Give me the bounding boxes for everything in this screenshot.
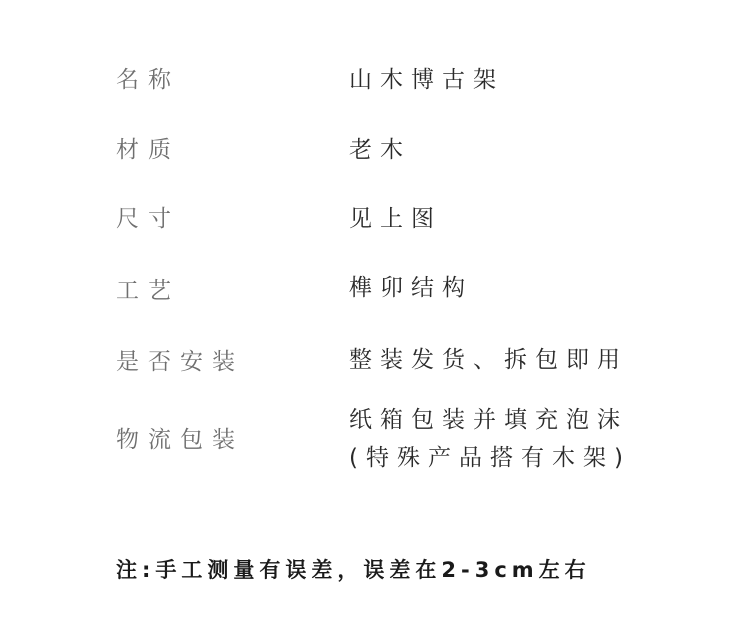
- spec-value-name: 山木博古架: [349, 67, 504, 93]
- packaging-line-1: 纸箱包装并填充泡沫: [349, 407, 628, 433]
- spec-value-craft: 榫卯结构: [349, 275, 473, 301]
- spec-value-packaging: [349, 406, 631, 472]
- spec-label-assembly: 是否安装: [116, 349, 244, 375]
- packaging-line-2: (特殊产品搭有木架): [349, 445, 631, 471]
- spec-value-assembly: 整装发货、拆包即用: [349, 347, 628, 373]
- spec-value-size: 见上图: [349, 206, 442, 232]
- spec-label-size: 尺寸: [116, 206, 180, 232]
- spec-label-craft: 工艺: [116, 278, 180, 304]
- spec-label-material: 材质: [116, 137, 180, 163]
- spec-label-packaging: 物流包装: [116, 427, 244, 453]
- spec-value-material: 老木: [349, 137, 411, 163]
- measurement-note: 注:手工测量有误差，误差在2-3cm左右: [116, 558, 591, 582]
- spec-label-name: 名称: [116, 67, 180, 93]
